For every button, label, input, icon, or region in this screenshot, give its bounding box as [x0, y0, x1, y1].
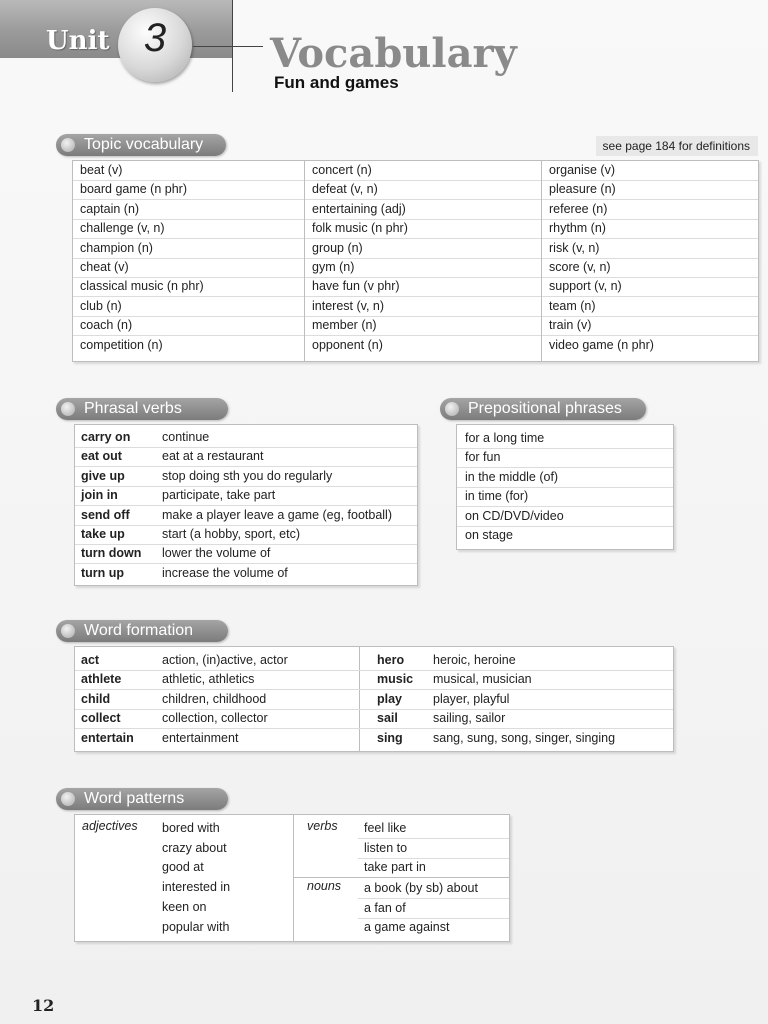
- phrasal-verb: carry on: [81, 430, 131, 444]
- root-word: act: [81, 653, 100, 667]
- verbs-label: verbs: [307, 819, 338, 833]
- see-page-note: see page 184 for definitions: [596, 136, 758, 156]
- vocab-row: [73, 316, 304, 336]
- vocab-row: [542, 161, 758, 181]
- verb-pattern-row: [358, 819, 509, 839]
- word-patterns-table: [74, 814, 510, 942]
- vocab-row: [305, 277, 541, 297]
- verb-pattern-row: [358, 839, 509, 859]
- noun-pattern-row: [358, 879, 509, 899]
- phrasal-verb-row: [75, 544, 417, 564]
- word-formation-table: [74, 646, 674, 752]
- vocab-term: folk music (n phr): [312, 221, 408, 236]
- prepositional-phrase-row: [457, 507, 673, 527]
- phrasal-verb: give up: [81, 468, 125, 483]
- noun-pattern: a game against: [364, 920, 450, 935]
- prepositional-phrases-heading-label: Prepositional phrases: [468, 400, 622, 417]
- vocab-row: [73, 297, 304, 317]
- vocab-row: [73, 277, 304, 297]
- prepositional-phrase: in time (for): [465, 489, 529, 504]
- vocab-term: interest (v, n): [312, 298, 385, 313]
- verb-pattern: take part in: [364, 860, 426, 875]
- root-word: entertain: [81, 730, 134, 745]
- vocab-term: gym (n): [312, 260, 355, 274]
- phrasal-verb-meaning: start (a hobby, sport, etc): [162, 527, 301, 541]
- vocab-row: [73, 219, 304, 239]
- prepositional-phrase-row: [457, 429, 673, 449]
- verb-pattern: listen to: [364, 840, 408, 855]
- bullet-icon: [61, 402, 75, 416]
- verb-pattern-row: [358, 858, 509, 877]
- bullet-icon: [61, 792, 75, 806]
- root-word: sing: [377, 730, 403, 745]
- adjective-pattern: interested in: [162, 880, 231, 895]
- word-formation-heading: [56, 620, 228, 642]
- phrasal-verb: turn down: [81, 546, 142, 561]
- word-forms: sang, sung, song, singer, singing: [433, 730, 616, 745]
- vocab-term: beat (v): [80, 163, 123, 177]
- vocab-row: [73, 200, 304, 220]
- phrasal-verbs-table: [74, 424, 418, 586]
- vocab-row: [305, 239, 541, 259]
- phrasal-verb-row: [75, 564, 417, 583]
- phrasal-verb-row: [75, 447, 417, 467]
- vocab-term: organise (v): [549, 163, 615, 177]
- vocab-row: [542, 336, 758, 355]
- vocab-row: [73, 239, 304, 259]
- word-formation-row: [75, 729, 673, 748]
- root-word: child: [81, 691, 111, 706]
- prepositional-phrase-row: [457, 526, 673, 545]
- vocab-row: [73, 161, 304, 181]
- vocab-term: champion (n): [80, 240, 153, 255]
- phrasal-verbs-heading-label: Phrasal verbs: [84, 400, 182, 417]
- phrasal-verb-row: [75, 506, 417, 526]
- root-word: athlete: [81, 672, 122, 687]
- word-forms: entertainment: [162, 730, 239, 745]
- page-number: 12: [32, 996, 55, 1015]
- phrasal-verb-row: [75, 467, 417, 487]
- unit-number: 3: [143, 16, 167, 60]
- vocab-row: [542, 297, 758, 317]
- vocab-row: [542, 316, 758, 336]
- root-word: music: [377, 672, 414, 687]
- vocab-row: [305, 258, 541, 278]
- word-forms: player, playful: [433, 691, 510, 706]
- vocab-row: [73, 336, 304, 355]
- vocab-term: opponent (n): [312, 337, 383, 352]
- prepositional-phrase-row: [457, 448, 673, 468]
- vocab-term: board game (n phr): [80, 182, 188, 197]
- adjectives-label: adjectives: [82, 819, 138, 833]
- vocab-term: cheat (v): [80, 260, 129, 274]
- vocab-term: challenge (v, n): [80, 221, 165, 236]
- word-forms: collection, collector: [162, 711, 268, 726]
- vocab-row: [542, 200, 758, 220]
- root-word: sail: [377, 711, 398, 726]
- vocab-term: referee (n): [549, 201, 608, 216]
- vocab-term: coach (n): [80, 318, 133, 333]
- page-subtitle: Fun and games: [274, 73, 399, 92]
- root-word: collect: [81, 711, 121, 726]
- nouns-label: nouns: [307, 879, 342, 893]
- vocab-term: club (n): [80, 298, 122, 313]
- adjective-pattern: crazy about: [162, 840, 227, 855]
- verbs-nouns-separator: [294, 877, 509, 878]
- prepositional-phrase: for fun: [465, 450, 501, 465]
- vocab-term: team (n): [549, 298, 596, 313]
- header-rule: [193, 46, 263, 47]
- word-forms: children, childhood: [162, 691, 267, 706]
- bullet-icon: [61, 624, 75, 638]
- vocab-row: [305, 161, 541, 181]
- vocab-row: [542, 239, 758, 259]
- vocab-term: score (v, n): [549, 260, 611, 274]
- vocab-term: have fun (v phr): [312, 279, 400, 294]
- topic-vocabulary-heading: [56, 134, 226, 156]
- word-patterns-heading-label: Word patterns: [84, 790, 185, 807]
- vocab-row: [542, 277, 758, 297]
- vocab-term: group (n): [312, 240, 363, 255]
- phrasal-verb-row: [75, 486, 417, 506]
- vocab-term: train (v): [549, 318, 592, 333]
- phrasal-verbs-heading: [56, 398, 228, 420]
- noun-pattern: a book (by sb) about: [364, 881, 478, 895]
- vocab-term: support (v, n): [549, 279, 622, 294]
- bullet-icon: [445, 402, 459, 416]
- phrasal-verb: send off: [81, 507, 130, 522]
- word-forms: action, (in)active, actor: [162, 653, 288, 667]
- vocab-term: competition (n): [80, 337, 163, 352]
- vocab-row: [305, 200, 541, 220]
- vocab-row: [305, 219, 541, 239]
- vocab-row: [73, 180, 304, 200]
- phrasal-verb: turn up: [81, 565, 125, 580]
- vocab-row: [542, 258, 758, 278]
- header-divider: [232, 0, 233, 92]
- word-forms: heroic, heroine: [433, 653, 516, 667]
- vocab-row: [542, 180, 758, 200]
- adjective-pattern-row: [156, 878, 293, 897]
- adjective-pattern: bored with: [162, 821, 220, 835]
- vocab-term: captain (n): [80, 201, 140, 216]
- unit-label: Unit: [46, 26, 110, 56]
- vocab-term: classical music (n phr): [80, 279, 204, 294]
- noun-pattern-row: [358, 899, 509, 919]
- word-forms: musical, musician: [433, 672, 532, 687]
- vocab-row: [305, 316, 541, 336]
- adjective-pattern-row: [156, 858, 293, 877]
- prepositional-phrase: on CD/DVD/video: [465, 508, 564, 523]
- adjective-pattern-row: [156, 819, 293, 838]
- phrasal-verb: eat out: [81, 449, 122, 464]
- bullet-icon: [61, 138, 75, 152]
- column-divider: [293, 815, 294, 941]
- adjective-pattern: popular with: [162, 919, 230, 934]
- vocab-term: pleasure (n): [549, 182, 616, 197]
- adjective-pattern: keen on: [162, 899, 207, 914]
- topic-vocabulary-table: [72, 160, 759, 362]
- root-word: hero: [377, 653, 405, 667]
- vocab-term: rhythm (n): [549, 221, 606, 236]
- adjective-pattern-row: [156, 839, 293, 858]
- adjective-pattern: good at: [162, 860, 204, 875]
- word-patterns-heading: [56, 788, 228, 810]
- vocab-row: [305, 297, 541, 317]
- prepositional-phrase-row: [457, 487, 673, 507]
- vocab-row: [305, 180, 541, 200]
- adjective-pattern-row: [156, 898, 293, 917]
- noun-pattern: a fan of: [364, 900, 406, 915]
- word-formation-row: [75, 651, 673, 671]
- phrasal-verb-meaning: increase the volume of: [162, 565, 288, 580]
- adjective-pattern-row: [156, 918, 293, 937]
- vocab-term: video game (n phr): [549, 337, 654, 352]
- word-forms: athletic, athletics: [162, 672, 255, 687]
- vocab-term: defeat (v, n): [312, 182, 378, 197]
- unit-banner: [0, 0, 232, 58]
- prepositional-phrase: for a long time: [465, 431, 545, 445]
- phrasal-verb-meaning: make a player leave a game (eg, football): [162, 507, 392, 522]
- prepositional-phrase: in the middle (of): [465, 469, 559, 484]
- phrasal-verb: take up: [81, 527, 125, 541]
- prepositional-phrase-row: [457, 468, 673, 488]
- prepositional-phrase: on stage: [465, 528, 513, 542]
- vocab-row: [542, 219, 758, 239]
- unit-number-badge: [118, 8, 192, 82]
- vocab-term: concert (n): [312, 163, 372, 177]
- topic-vocabulary-heading-label: Topic vocabulary: [84, 136, 204, 153]
- phrasal-verb: join in: [81, 488, 118, 503]
- vocab-term: member (n): [312, 318, 377, 333]
- page-title: Vocabulary: [270, 30, 517, 77]
- phrasal-verb-row: [75, 525, 417, 545]
- vocab-term: entertaining (adj): [312, 201, 406, 216]
- vocab-row: [73, 258, 304, 278]
- phrasal-verb-meaning: eat at a restaurant: [162, 449, 264, 464]
- word-formation-row: [75, 670, 673, 690]
- phrasal-verb-row: [75, 428, 417, 448]
- phrasal-verb-meaning: participate, take part: [162, 488, 276, 503]
- verb-pattern: feel like: [364, 821, 407, 835]
- prepositional-phrases-heading: [440, 398, 646, 420]
- phrasal-verb-meaning: stop doing sth you do regularly: [162, 468, 333, 483]
- word-formation-heading-label: Word formation: [84, 622, 194, 639]
- root-word: play: [377, 691, 403, 706]
- phrasal-verb-meaning: continue: [162, 430, 210, 444]
- noun-pattern-row: [358, 918, 509, 937]
- word-formation-row: [75, 690, 673, 710]
- vocab-term: risk (v, n): [549, 240, 600, 255]
- phrasal-verb-meaning: lower the volume of: [162, 546, 271, 561]
- prepositional-phrases-table: [456, 424, 674, 550]
- vocab-row: [305, 336, 541, 355]
- word-forms: sailing, sailor: [433, 711, 506, 726]
- word-formation-row: [75, 709, 673, 729]
